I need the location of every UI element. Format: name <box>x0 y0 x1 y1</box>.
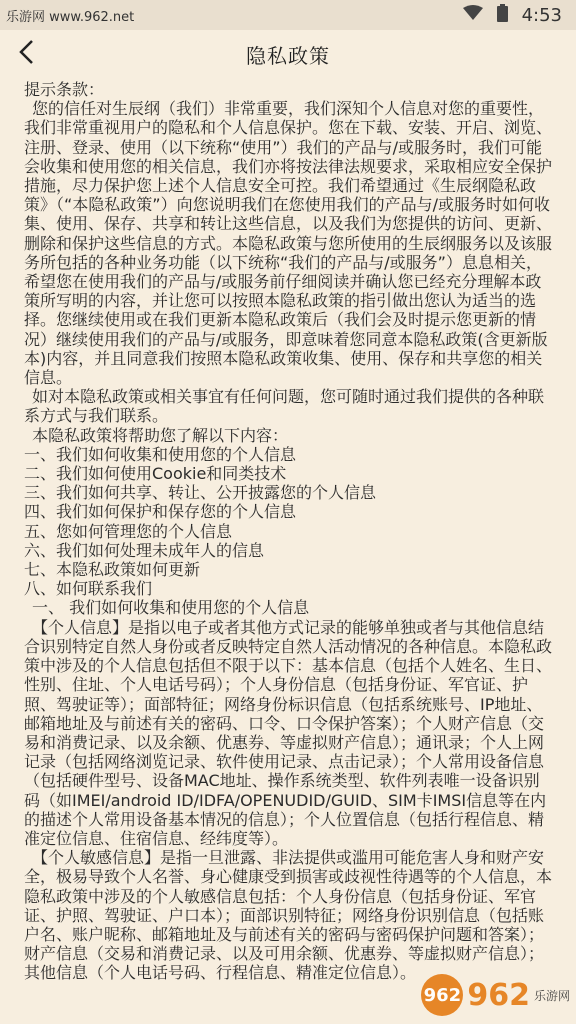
status-time: 4:53 <box>521 4 562 26</box>
section-heading: 一、 我们如何收集和使用您的个人信息 <box>32 598 310 618</box>
toc-item: 五、您如何管理您的个人信息 <box>24 521 233 541</box>
wifi-icon <box>463 5 483 25</box>
battery-icon <box>497 4 508 26</box>
overview-paragraph: 本隐私政策将帮助您了解以下内容： <box>32 425 289 445</box>
personal-info-paragraph: 【个人信息】是指以电子或者其他方式记录的能够单独或者与其他信息结合识别特定自然人身份或者反映特定自然人活动情况的各种信息。本隐私政策中涉及的个人信息包括但不限于以下：基本信息（包括个人姓名、生日、性别、住址、个人电话号码）；个人身份信息（包括身份证、军官证、护照、驾驶证等）；面部特征；网络身份标识信息（包括系统账号、IP地址、邮箱地址及与前述有关的密码、口令、口令保护答案）；个人财产信息（交易和消费记录、以及余额、优惠券、等虚拟财产信息）；通讯录；个人上网记录（包括网络浏览记录、软件使用记录、点击记录）；个人常用设备信息（包括硬件型号、设备MAC地址、操作系统类型、软件列表唯一设备识别码（如IMEI/android ID/IDFA/OPENUDID/GUID、SIM卡IMSI信息等在内的描述个人常用设备基本情况的信息）；个人位置信息（包括行程信息、精准定位信息、住宿信息、经纬度等）。 <box>24 617 553 848</box>
status-bar <box>0 0 576 30</box>
toc-item: 二、我们如何使用Cookie和同类技术 <box>24 464 287 484</box>
watermark-text: 962 <box>467 977 530 1013</box>
sensitive-info-paragraph: 【个人敏感信息】是指一旦泄露、非法提供或滥用可能危害人身和财产安全，极易导致个人名誉、身心健康受到损害或歧视性待遇等的个人信息，本隐私政策中涉及的个人敏感信息包括：个人身份信息（包括身份证、军官证、护照、驾驶证、户口本）；面部识别特征；网络身份识别信息（包括账户名、账户昵称、邮箱地址及与前述有关的密码与密码保护问题和答案）；财产信息（交易和消费记录、以及可用余额、优惠券、等虚拟财产信息）；其他信息（个人电话号码、行程信息、精准定位信息）。 <box>24 848 553 983</box>
contact-paragraph: 如对本隐私政策或相关事宜有任何问题，您可随时通过我们提供的各种联系方式与我们联系。 <box>24 387 545 426</box>
app-bar <box>0 30 576 78</box>
toc-item: 六、我们如何处理未成年人的信息 <box>24 540 265 560</box>
back-arrow-icon <box>17 39 35 69</box>
watermark-sub: 乐游网 <box>533 988 570 1003</box>
policy-content[interactable] <box>24 80 554 1024</box>
toc-item: 四、我们如何保护和保存您的个人信息 <box>24 502 297 522</box>
intro-paragraph: 您的信任对生辰纲（我们）非常重要，我们深知个人信息对您的重要性，我们非常重视用户的隐私和个人信息保护。您在下载、安装、开启、浏览、注册、登录、使用（以下统称“使用”）我们的产品与/或服务时，我们可能会收集和使用您的相关信息，我们亦将按法律法规要求，采取相应安全保护措施，尽力保护您上述个人信息安全可控。我们希望通过《生辰纲隐私政策》（“本隐私政策”）向您说明我们在您使用我们的产品与/或服务时如何收集、使用、保存、共享和转让这些信息，以及我们为您提供的访问、更新、删除和保护这些信息的方式。本隐私政策与您所使用的生辰纲服务以及该服务所包括的各种业务功能（以下统称“我们的产品与/或服务”）息息相关，希望您在使用我们的产品与/或服务前仔细阅读并确认您已经充分理解本政策所写明的内容，并让您可以按照本隐私政策的指引做出您认为适当的选择。您继续使用或在我们更新本隐私政策后（我们会及时提示您更新的情况）继续使用我们的产品与/或服务，即意味着您同意本隐私政策(含更新版本)内容，并且同意我们按照本隐私政策收集、使用、保存和共享您的相关信息。 <box>24 99 553 388</box>
watermark-badge: 962 <box>421 974 463 1016</box>
toc-item: 一、我们如何收集和使用您的个人信息 <box>24 444 297 464</box>
back-button[interactable] <box>10 38 42 70</box>
watermark-logo <box>400 972 570 1018</box>
page-title: 隐私政策 <box>246 43 330 68</box>
toc-item: 七、本隐私政策如何更新 <box>24 560 201 580</box>
prompt-heading: 提示条款： <box>24 80 105 99</box>
status-right <box>463 4 562 26</box>
toc-item: 三、我们如何共享、转让、公开披露您的个人信息 <box>24 483 377 503</box>
status-source-text: 乐游网 www.962.net <box>6 9 135 25</box>
toc-item: 八、如何联系我们 <box>24 579 153 599</box>
